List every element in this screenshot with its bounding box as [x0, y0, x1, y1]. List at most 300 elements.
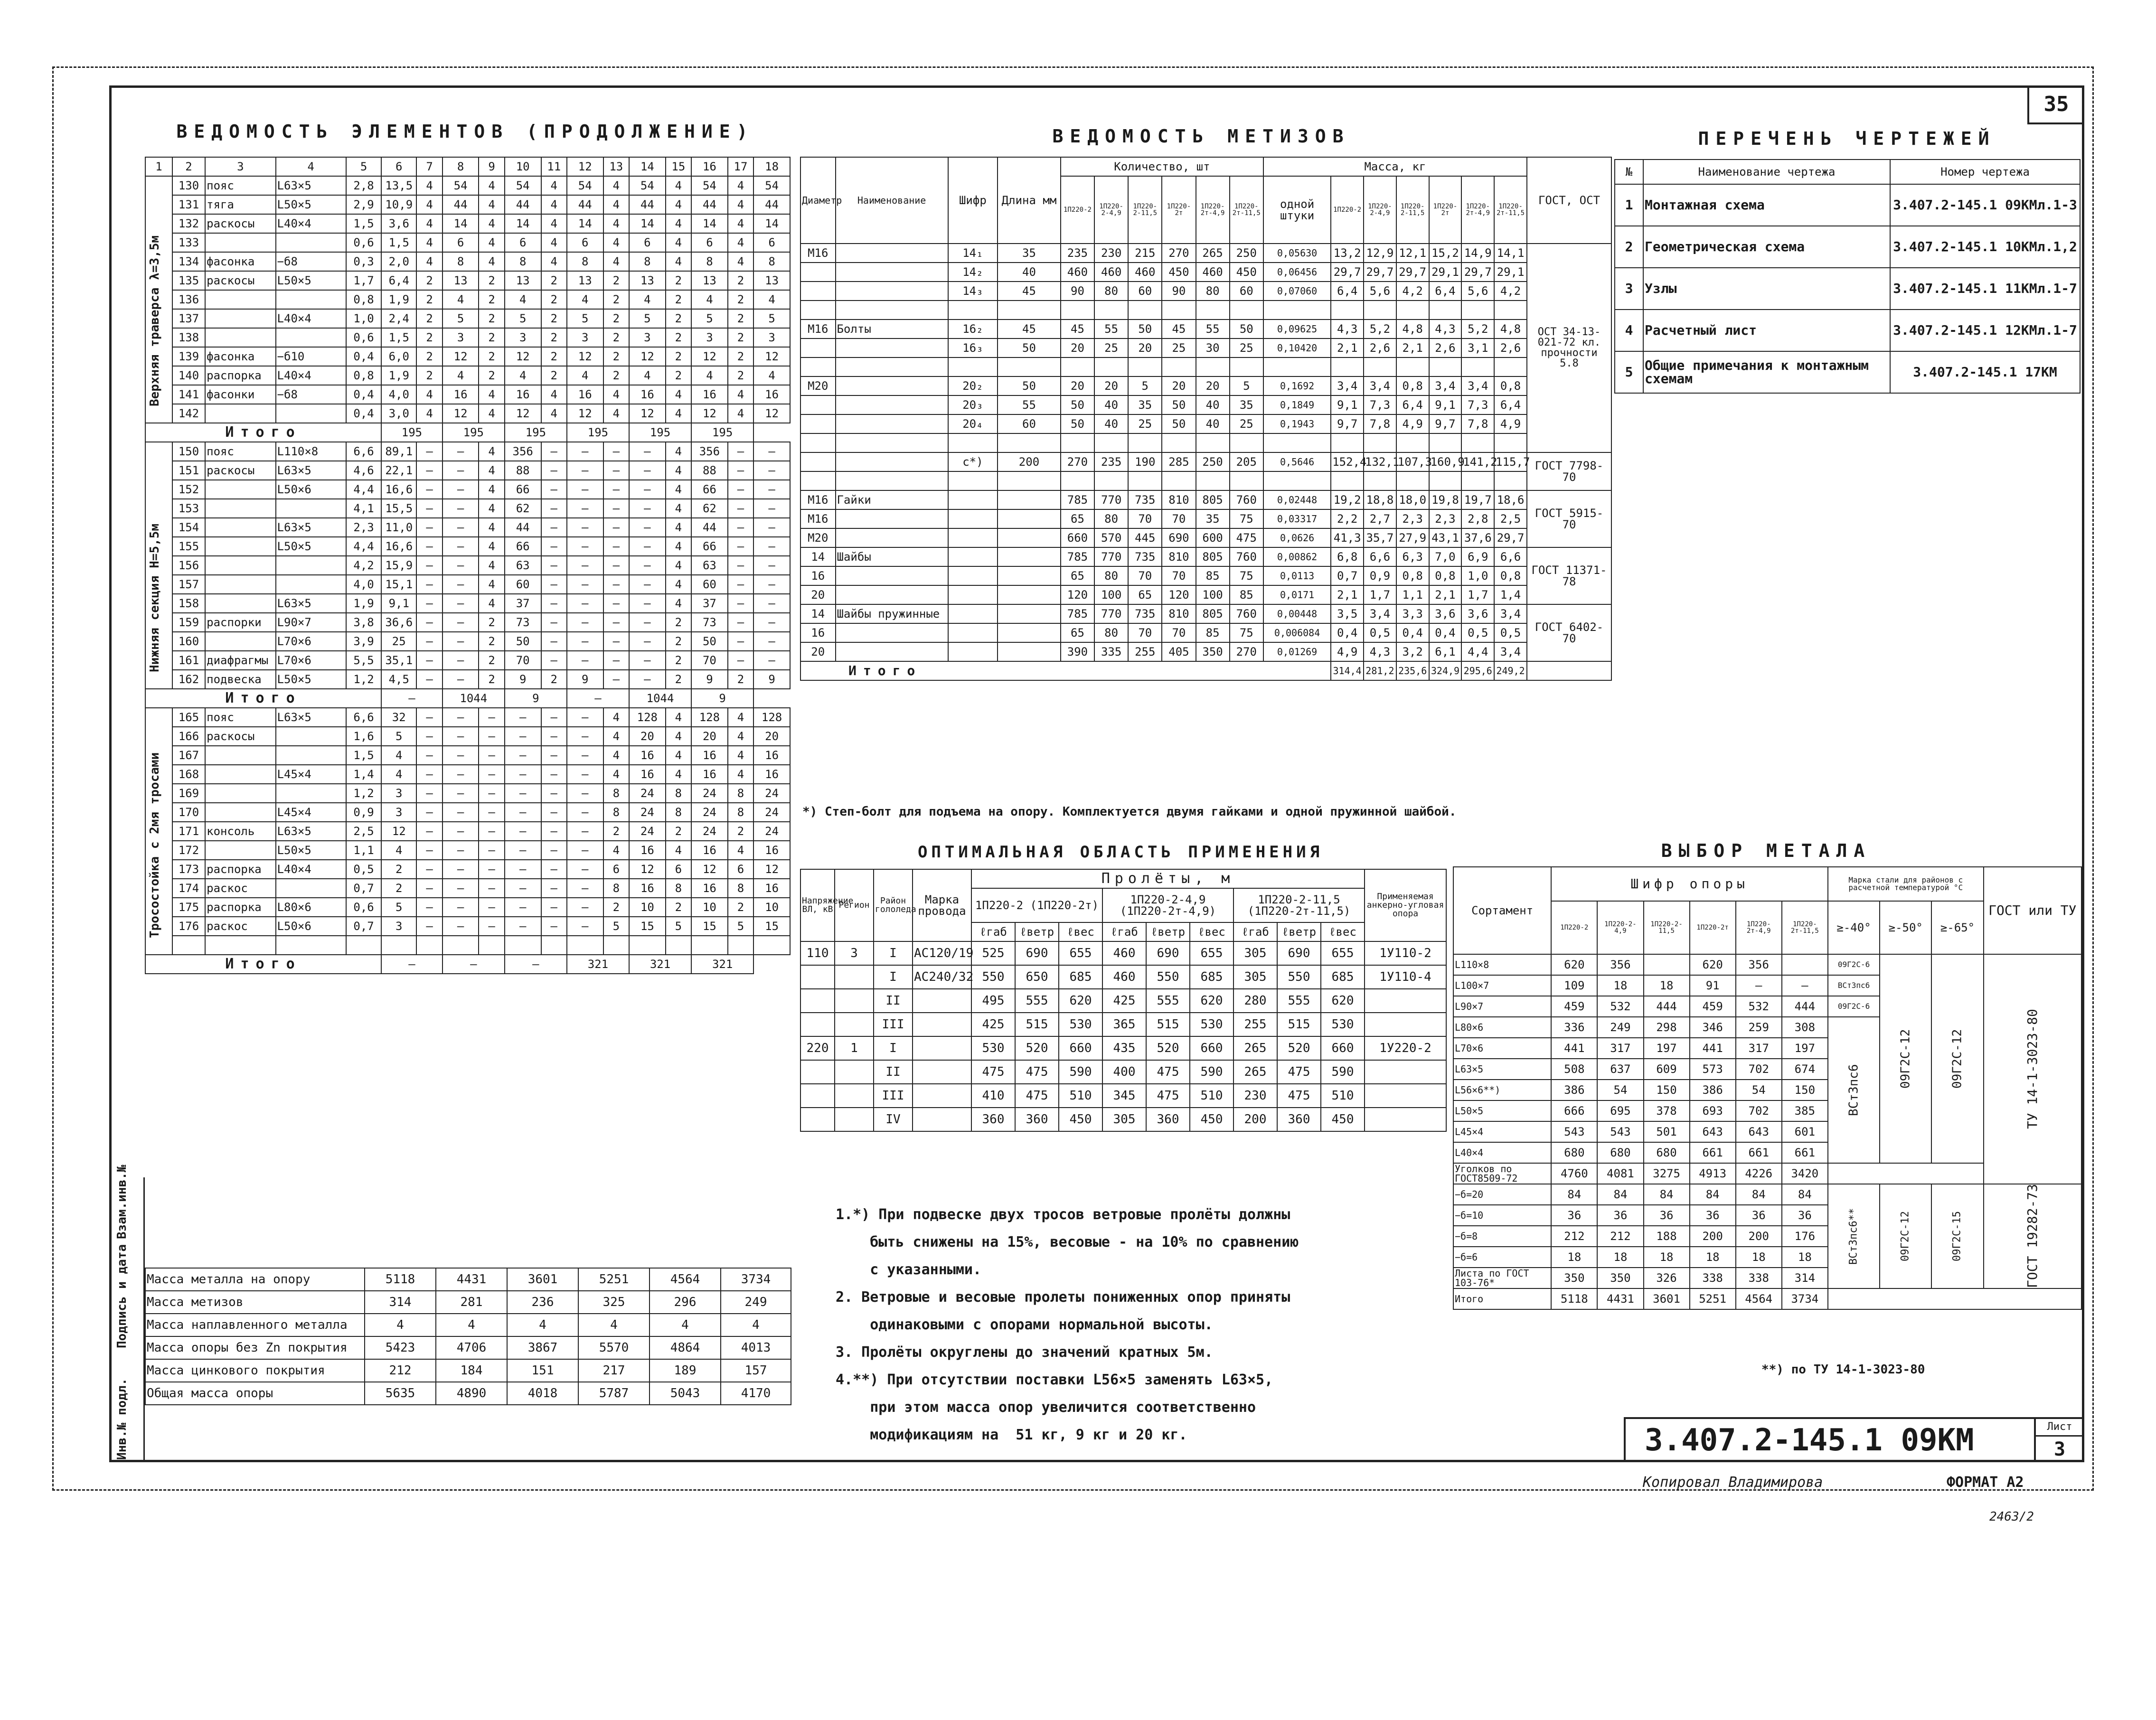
table-cell: раскосы — [205, 214, 275, 233]
table-cell: — — [541, 708, 567, 727]
table-cell: 4,4 — [346, 537, 381, 556]
header-cell: Сортамент — [1453, 867, 1551, 954]
table-cell: Узлы — [1643, 268, 1890, 310]
table-cell: 4 — [479, 252, 504, 271]
table-cell: 155 — [172, 537, 205, 556]
table-cell: — — [567, 651, 603, 670]
table-cell: 0,06456 — [1263, 263, 1331, 282]
table-cell: — — [629, 537, 666, 556]
table-cell: 25 — [1162, 338, 1196, 357]
table-cell: — — [567, 765, 603, 784]
table-cell: — — [442, 841, 479, 860]
table-cell: 18 — [1597, 1247, 1643, 1268]
table-cell: 173 — [172, 860, 205, 879]
table-cell: М20 — [800, 376, 836, 395]
table-cell: 0,6 — [346, 328, 381, 347]
header-cell: Применяемая анкерно-угловая опора — [1365, 869, 1446, 941]
table-cell: 250 — [1230, 244, 1263, 263]
table-cell: — — [753, 442, 790, 461]
table-cell: 4890 — [436, 1382, 507, 1405]
table-cell: 770 — [1094, 490, 1128, 509]
table-cell: Общая масса опоры — [145, 1382, 365, 1405]
table-cell: 140 — [172, 366, 205, 385]
table-cell: 189 — [650, 1359, 721, 1382]
table-cell: 88 — [505, 461, 541, 480]
table-cell: 255 — [1128, 642, 1162, 661]
header-row — [1453, 867, 2081, 901]
support-code: 1П220-2-11,5 — [1128, 176, 1162, 244]
table-cell: 4 — [479, 233, 504, 252]
table-cell: 4 — [666, 556, 691, 575]
table-cell: 66 — [691, 537, 728, 556]
table-row — [800, 566, 1611, 585]
table-cell: — — [567, 518, 603, 537]
table-cell — [1061, 471, 1094, 490]
table-cell: 4 — [578, 1314, 650, 1336]
table-cell: 36 — [1551, 1205, 1597, 1226]
table-cell: 4 — [1615, 310, 1643, 351]
table-cell: 265 — [1196, 244, 1230, 263]
table-cell: раскос — [205, 917, 275, 936]
table-cell: 1,5 — [346, 214, 381, 233]
table-cell: 44 — [691, 518, 728, 537]
table-cell: 4 — [666, 841, 691, 860]
table-cell: 0,05630 — [1263, 244, 1331, 263]
table-cell: — — [442, 537, 479, 556]
header-cell: ℓгаб — [971, 922, 1015, 941]
table-cell: 555 — [1146, 989, 1190, 1013]
table-cell: 8 — [691, 252, 728, 271]
table-cell: — — [479, 879, 504, 898]
table-cell: 735 — [1128, 490, 1162, 509]
table-cell — [205, 632, 275, 651]
table-cell: — — [753, 575, 790, 594]
total-value: — — [505, 955, 567, 974]
table-cell — [205, 575, 275, 594]
header-cell: ℓвес — [1190, 922, 1233, 941]
table-cell: 1,4 — [346, 765, 381, 784]
table-cell: 4 — [753, 366, 790, 385]
table-cell: 655 — [1321, 941, 1365, 965]
table-cell: — — [567, 480, 603, 499]
table-cell: 152,4 — [1331, 452, 1364, 471]
support-code: 1П220-2т — [1690, 901, 1736, 954]
table-cell: 16 — [629, 841, 666, 860]
table-cell: 4 — [666, 765, 691, 784]
table-cell: 235 — [1061, 244, 1094, 263]
column-number: 9 — [479, 157, 504, 176]
table-cell: I — [874, 941, 913, 965]
steel-grade: 09Г2С-12 — [1931, 954, 1983, 1163]
table-cell: 200 — [1736, 1226, 1782, 1247]
table-cell: 5,6 — [1461, 282, 1494, 301]
table-cell: 5 — [442, 309, 479, 328]
table-cell: — — [541, 822, 567, 841]
table-cell: 3867 — [507, 1336, 578, 1359]
table-cell: 2 — [603, 822, 629, 841]
table-cell: 356 — [691, 442, 728, 461]
group-label — [145, 442, 172, 689]
table-cell — [836, 376, 948, 395]
table-cell: −б=6 — [1453, 1247, 1551, 1268]
table-cell: L90×7 — [276, 613, 346, 632]
steel-grade: ВСт3пс6** — [1828, 1184, 1880, 1288]
table-cell: 2 — [728, 328, 753, 347]
table-cell: 3734 — [721, 1268, 791, 1291]
table-cell: 4 — [728, 708, 753, 727]
table-cell: 5,2 — [1364, 320, 1396, 338]
table-cell: 655 — [1190, 941, 1233, 965]
table-cell: 5 — [603, 917, 629, 936]
table-cell — [1461, 357, 1494, 376]
table-cell: 4018 — [507, 1382, 578, 1405]
table-cell: 1,9 — [346, 594, 381, 613]
table-cell: 4 — [479, 176, 504, 195]
table-cell — [205, 290, 275, 309]
table-cell: 1У110-4 — [1365, 965, 1446, 989]
table-cell: 20₄ — [948, 414, 998, 433]
table-cell: — — [416, 803, 442, 822]
table-cell: 4 — [436, 1314, 507, 1336]
table-cell: L50×5 — [276, 195, 346, 214]
table-cell: 2 — [541, 670, 567, 689]
table-cell — [998, 623, 1061, 642]
table-cell: — — [416, 651, 442, 670]
table-cell: 36 — [1690, 1205, 1736, 1226]
table-cell: — — [541, 461, 567, 480]
table-cell: — — [541, 499, 567, 518]
table-cell: 6 — [603, 860, 629, 879]
table-cell: — — [541, 860, 567, 879]
table-cell: 4 — [416, 176, 442, 195]
table-cell: 18,0 — [1396, 490, 1429, 509]
table-cell: раскос — [205, 879, 275, 898]
table-cell: 75 — [1230, 623, 1263, 642]
table-cell: — — [416, 442, 442, 461]
table-cell: — — [416, 518, 442, 537]
table-cell: 2,6 — [1429, 338, 1462, 357]
table-cell: 255 — [1233, 1013, 1277, 1036]
table-cell: 325 — [578, 1291, 650, 1314]
table-cell: L80×6 — [1453, 1017, 1551, 1038]
table-cell: 5043 — [650, 1382, 721, 1405]
table-cell: 44 — [629, 195, 666, 214]
table-cell: 2 — [541, 309, 567, 328]
table-cell: 128 — [629, 708, 666, 727]
table-cell: 4013 — [721, 1336, 791, 1359]
header-cell: Пролёты, м — [971, 869, 1365, 888]
table-cell: 2 — [479, 271, 504, 290]
table-cell: 356 — [1736, 954, 1782, 975]
table-cell: 25 — [381, 632, 416, 651]
table-cell: 1,5 — [381, 233, 416, 252]
table-cell: 4 — [479, 518, 504, 537]
table-cell: 2 — [479, 328, 504, 347]
table-cell: 84 — [1597, 1184, 1643, 1205]
table-cell — [1365, 1108, 1446, 1131]
table-cell: 338 — [1736, 1268, 1782, 1288]
support-code: 1П220-2 — [1331, 176, 1364, 244]
table-row — [800, 244, 1611, 263]
table-cell: 36,6 — [381, 613, 416, 632]
table-cell — [541, 936, 567, 955]
table-cell: 785 — [1061, 604, 1094, 623]
table-cell: 62 — [505, 499, 541, 518]
table-row — [800, 1036, 1446, 1060]
table-cell: 2 — [666, 309, 691, 328]
table-cell: 13 — [629, 271, 666, 290]
table-cell: 152 — [172, 480, 205, 499]
table-cell: М16 — [800, 320, 836, 338]
table-cell: 50 — [1162, 395, 1196, 414]
table-cell: — — [541, 537, 567, 556]
table-cell: — — [442, 746, 479, 765]
table-cell: 19,7 — [1461, 490, 1494, 509]
table-cell: 2 — [666, 670, 691, 689]
table-cell: 3.407.2-145.1 10КМл.1,2 — [1890, 226, 2080, 268]
table-cell: 4 — [728, 765, 753, 784]
column-number: 4 — [276, 157, 346, 176]
table-cell — [172, 936, 205, 955]
header-cell: ≥-65° — [1931, 901, 1983, 954]
table-cell: −б8 — [276, 385, 346, 404]
table-cell: 6 — [691, 233, 728, 252]
table-cell: 16 — [753, 879, 790, 898]
table-cell — [800, 1013, 835, 1036]
table-cell: 200 — [1690, 1226, 1736, 1247]
table-cell: 1,7 — [1461, 585, 1494, 604]
table-cell: — — [416, 784, 442, 803]
table-cell — [276, 936, 346, 955]
table-cell: 6,4 — [381, 271, 416, 290]
table-cell — [416, 936, 442, 955]
table-cell: 4 — [479, 442, 504, 461]
table-cell: 2 — [479, 670, 504, 689]
table-cell: 460 — [1102, 965, 1146, 989]
table-cell: 134 — [172, 252, 205, 271]
table-cell: 14 — [800, 547, 836, 566]
table-cell: 169 — [172, 784, 205, 803]
table-cell: — — [567, 461, 603, 480]
table-cell: 24 — [629, 822, 666, 841]
table-cell — [1094, 471, 1128, 490]
table-cell: 9 — [753, 670, 790, 689]
table-cell: 4 — [541, 195, 567, 214]
table-cell: 3 — [505, 328, 541, 347]
table-cell: 73 — [505, 613, 541, 632]
column-number: 15 — [666, 157, 691, 176]
table-cell: — — [629, 556, 666, 575]
table-cell — [1061, 357, 1094, 376]
table-cell: 0,00448 — [1263, 604, 1331, 623]
table-cell: 520 — [1277, 1036, 1321, 1060]
table-cell: III — [874, 1013, 913, 1036]
table-cell: 7,3 — [1364, 395, 1396, 414]
table-cell: 4 — [650, 1314, 721, 1336]
table-cell: 20 — [1196, 376, 1230, 395]
table-cell: 6,8 — [1331, 547, 1364, 566]
table-cell — [1364, 433, 1396, 452]
table-cell: 685 — [1321, 965, 1365, 989]
table-cell: 1У110-2 — [1365, 941, 1446, 965]
table-cell: 270 — [1162, 244, 1196, 263]
table-cell: 24 — [691, 822, 728, 841]
table-cell: 4,9 — [1331, 642, 1364, 661]
table-cell: — — [505, 822, 541, 841]
table-cell: 441 — [1551, 1038, 1597, 1059]
table-cell: 4 — [479, 461, 504, 480]
table-cell: 154 — [172, 518, 205, 537]
table-cell: 8 — [629, 252, 666, 271]
table-cell: пояс — [205, 708, 275, 727]
table-cell: 0,3 — [346, 252, 381, 271]
table-cell: 12 — [629, 347, 666, 366]
table-cell: 285 — [1162, 452, 1196, 471]
table-cell: 4 — [416, 233, 442, 252]
table-cell: — — [442, 499, 479, 518]
table-cell — [276, 879, 346, 898]
table-cell: — — [479, 765, 504, 784]
header-cell: 1П220-2-4,9 (1П220-2т-4,9) — [1102, 888, 1233, 922]
table-cell: 32 — [381, 708, 416, 727]
table-cell: 805 — [1196, 547, 1230, 566]
table-row — [145, 784, 790, 803]
table-row — [800, 623, 1611, 642]
table-cell — [800, 1108, 835, 1131]
total-value: — — [381, 955, 442, 974]
table-cell: 160,9 — [1429, 452, 1462, 471]
table-cell: 197 — [1644, 1038, 1690, 1059]
table-cell: 459 — [1551, 996, 1597, 1017]
table-cell: 2,9 — [346, 195, 381, 214]
table-cell — [835, 1060, 874, 1084]
table-cell: — — [442, 727, 479, 746]
table-cell: — — [442, 708, 479, 727]
table-cell: 175 — [172, 898, 205, 917]
table-cell: — — [728, 632, 753, 651]
table-cell: 36 — [1644, 1205, 1690, 1226]
table-cell — [1364, 301, 1396, 320]
table-cell: 14₃ — [948, 282, 998, 301]
table-cell: 16 — [691, 765, 728, 784]
table-cell: — — [728, 537, 753, 556]
table-row — [800, 263, 1611, 282]
table-cell: 0,1943 — [1263, 414, 1331, 433]
table-cell: 4 — [603, 841, 629, 860]
table-cell: 532 — [1736, 996, 1782, 1017]
table-cell: 4 — [603, 195, 629, 214]
table-cell: 1,6 — [346, 727, 381, 746]
title-block — [1624, 1417, 2083, 1462]
table-cell: 680 — [1551, 1142, 1597, 1163]
table-cell: 6,3 — [1396, 547, 1429, 566]
table-cell: 184 — [436, 1359, 507, 1382]
table-cell: 16 — [800, 623, 836, 642]
table-cell: 450 — [1230, 263, 1263, 282]
table-cell: 0,9 — [1364, 566, 1396, 585]
table-cell — [1263, 357, 1331, 376]
table-cell: 385 — [1782, 1100, 1828, 1121]
total-value: 195 — [381, 423, 442, 442]
table-cell: 25 — [1128, 414, 1162, 433]
table-cell — [998, 528, 1061, 547]
table-cell: 100 — [1196, 585, 1230, 604]
header-cell: ℓвес — [1059, 922, 1102, 941]
header-cell: 1П220-2-11,5 (1П220-2т-11,5) — [1233, 888, 1365, 922]
table-cell: 530 — [1059, 1013, 1102, 1036]
table-cell — [1162, 471, 1196, 490]
table-cell: 620 — [1321, 989, 1365, 1013]
table-cell: 1,7 — [1364, 585, 1396, 604]
table-cell: 4564 — [650, 1268, 721, 1291]
table-cell: 3 — [381, 784, 416, 803]
table-cell: I — [874, 1036, 913, 1060]
table-cell — [1461, 433, 1494, 452]
table-cell — [998, 357, 1061, 376]
table-cell: 1,9 — [381, 290, 416, 309]
table-cell: 810 — [1162, 547, 1196, 566]
table-cell: — — [728, 499, 753, 518]
table-cell: 4 — [666, 233, 691, 252]
table-cell: 0,0626 — [1263, 528, 1331, 547]
table-cell: 44 — [691, 195, 728, 214]
table-cell — [948, 642, 998, 661]
table-cell: 6,4 — [1331, 282, 1364, 301]
table-cell: — — [567, 822, 603, 841]
table-cell: L45×4 — [1453, 1121, 1551, 1142]
header-cell: Наименование чертежа — [1643, 160, 1890, 184]
table-cell: 4 — [479, 575, 504, 594]
table-cell: 15 — [753, 917, 790, 936]
table-row — [145, 765, 790, 784]
table-cell: 1,5 — [346, 746, 381, 765]
table-cell: — — [479, 803, 504, 822]
table-cell: 690 — [1277, 941, 1321, 965]
table-cell: 5423 — [365, 1336, 436, 1359]
table-cell: — — [505, 784, 541, 803]
table-cell — [800, 338, 836, 357]
table-row — [800, 471, 1611, 490]
table-cell: — — [541, 879, 567, 898]
summary-row — [145, 1336, 791, 1359]
table-cell: 2,8 — [346, 176, 381, 195]
table-cell: 90 — [1162, 282, 1196, 301]
table-cell: 13 — [505, 271, 541, 290]
table-cell: 4 — [666, 594, 691, 613]
table-cell: 0,4 — [346, 385, 381, 404]
table-cell: 6,6 — [346, 442, 381, 461]
table-cell — [836, 414, 948, 433]
table-cell: 16₃ — [948, 338, 998, 357]
table-cell — [948, 566, 998, 585]
table-cell: 0,4 — [1429, 623, 1462, 642]
column-number: 16 — [691, 157, 728, 176]
table-cell: 4 — [381, 765, 416, 784]
total-value: 321 — [629, 955, 691, 974]
header-cell: Напряжение ВЛ, кВ — [800, 869, 835, 941]
note-line: 2. Ветровые и весовые пролеты пониженных опор приняты — [836, 1289, 1290, 1306]
table-cell — [948, 490, 998, 509]
table-cell: 3,3 — [1396, 604, 1429, 623]
table-cell: — — [753, 613, 790, 632]
header-cell: ℓветр — [1277, 922, 1321, 941]
table-cell — [1365, 1013, 1446, 1036]
table-cell: 131 — [172, 195, 205, 214]
table-row — [145, 252, 790, 271]
table-cell: 674 — [1782, 1059, 1828, 1080]
column-number: 6 — [381, 157, 416, 176]
table-cell — [205, 518, 275, 537]
